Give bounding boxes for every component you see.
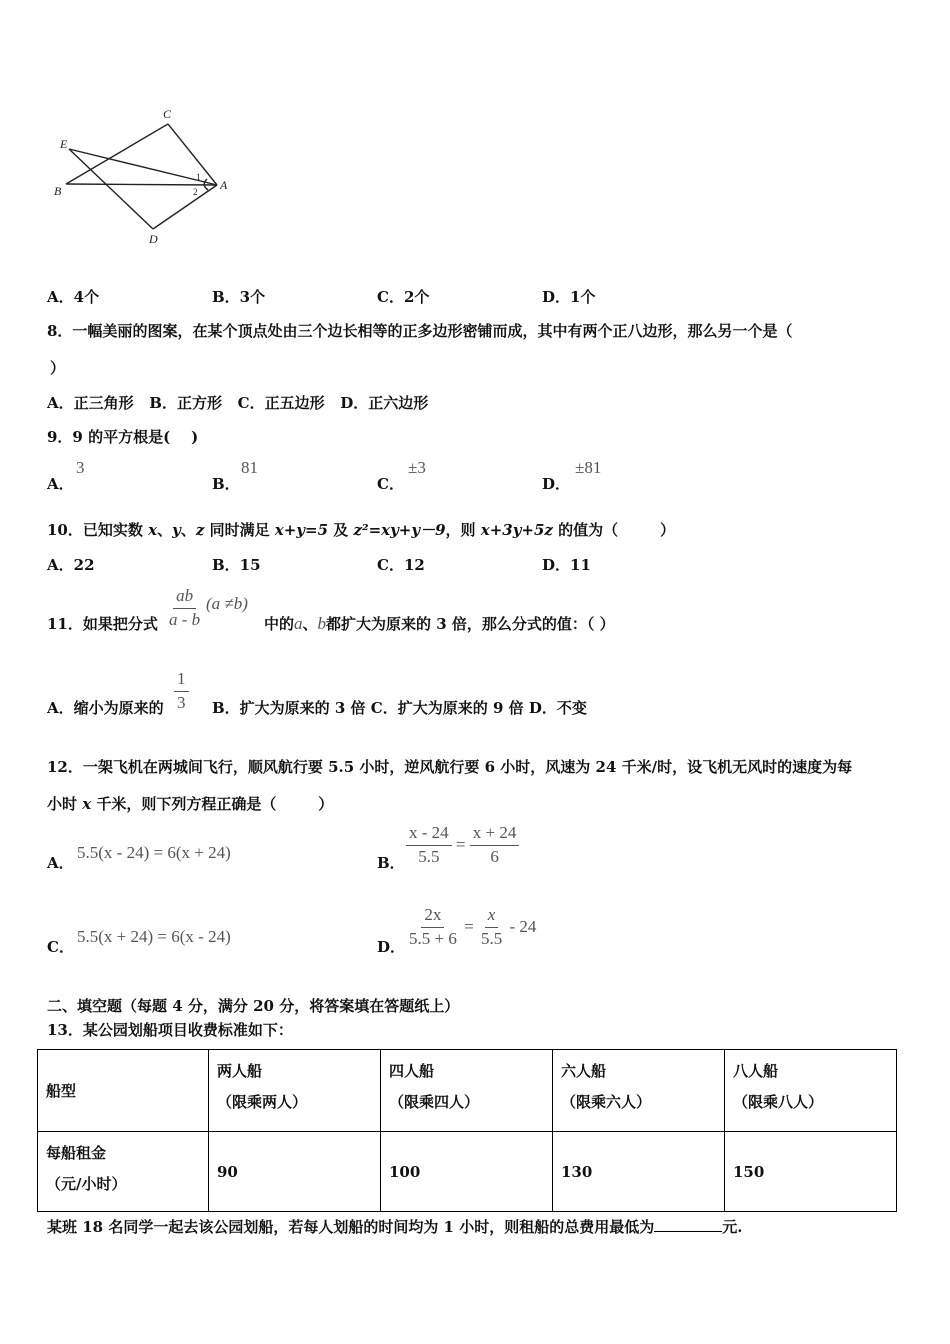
q12-option-c: 5.5(x + 24) = 6(x - 24) — [77, 927, 231, 946]
segment-CA — [168, 124, 217, 185]
q10-expr: x+3y+5z — [480, 521, 553, 539]
q12-label-c: C． — [47, 938, 74, 956]
q11-sep: 、 — [302, 615, 318, 633]
q12-stem-line1: 12．一架飞机在两城间飞行，顺风航行要 5.5 小时，逆风航行要 6 小时，风速为 24 千米/时，设飞机无风时的速度为每 — [47, 758, 853, 776]
q10-var-y: y — [172, 521, 181, 539]
q8-options: A．正三角形 B．正方形 C．正五边形 D．正六边形 — [47, 394, 429, 412]
q10-sep1: 、 — [157, 521, 173, 539]
q10-option-a: A．22 — [47, 556, 95, 574]
table-cell — [725, 1050, 897, 1132]
label-B: B — [54, 184, 62, 198]
q10-var-z: z — [195, 521, 205, 539]
q10-var-x: x — [148, 521, 158, 539]
q13-tail — [47, 1216, 742, 1237]
q12-d-lden: 5.5 + 6 — [409, 928, 457, 948]
q9-label-b: B． — [212, 475, 240, 493]
segment-EA — [69, 149, 217, 185]
q7-option-b: B．3个 — [212, 288, 266, 306]
price-cell: 90 — [217, 1162, 238, 1181]
q7-option-c: C．2个 — [377, 288, 430, 306]
rent-header-line2: （元/小时） — [46, 1175, 127, 1193]
q10-mid2: 及 — [328, 521, 354, 539]
q12-line2-pre: 小时 — [47, 795, 83, 813]
q11-option-a-fraction — [174, 670, 189, 712]
q9-value-a: 3 — [76, 458, 85, 477]
q11-suffix-line — [264, 613, 615, 634]
q7-option-a: A．4个 — [47, 288, 100, 306]
boat-note: （限乘四人） — [389, 1093, 480, 1111]
table-cell — [38, 1132, 209, 1212]
q12-b-lden: 5.5 — [418, 846, 440, 866]
q9-value-c: ±3 — [408, 458, 426, 477]
boat-name: 八人船 — [733, 1062, 779, 1080]
table-cell — [553, 1132, 725, 1212]
table-row — [38, 1132, 897, 1212]
q8-stem-line2: ） — [50, 359, 66, 377]
q12-line2-post: 千米，则下列方程正确是（ ） — [91, 795, 334, 813]
q12-b-rden: 6 — [490, 846, 499, 866]
label-A: A — [220, 178, 228, 192]
q12-option-b: $\frac{x - 24}{5.5}$ = $\frac{x + 24}{6}$ — [406, 824, 519, 866]
table-cell — [553, 1050, 725, 1132]
q10-option-c: C．12 — [377, 556, 425, 574]
q12-b-lnum: x - 24 — [406, 824, 452, 846]
q11-opta-num: 1 — [174, 670, 189, 692]
q12-option-a: 5.5(x - 24) = 6(x + 24) — [77, 843, 231, 862]
q11-opta-den: 3 — [177, 692, 186, 712]
q9-value-d: ±81 — [575, 458, 602, 477]
q9-label-d: D． — [542, 475, 571, 493]
q12-b-rnum: x + 24 — [470, 824, 520, 846]
q11-option-a: A．缩小为原来的 — [47, 699, 164, 717]
boat-note: （限乘两人） — [217, 1093, 308, 1111]
q9-label-a: A． — [47, 475, 74, 493]
price-cell: 100 — [389, 1162, 421, 1181]
q11-frac-num: ab — [173, 587, 196, 609]
q12-d-lnum: 2x — [421, 906, 444, 928]
q10-mid3: ，则 — [445, 521, 481, 539]
q12-d-rden: 5.5 — [480, 928, 503, 948]
q12-label-d: D． — [377, 938, 406, 956]
label-E: E — [60, 137, 68, 151]
q11-fraction — [166, 587, 203, 629]
q11-condition: (a ≠b) — [206, 594, 248, 613]
answer-blank[interactable] — [654, 1231, 722, 1232]
boat-note: （限乘六人） — [561, 1093, 652, 1111]
geometry-figure — [50, 100, 250, 250]
table-cell — [381, 1050, 553, 1132]
label-D: D — [149, 232, 158, 246]
q10-stem — [47, 519, 675, 540]
q10-mid1: 同时满足 — [204, 521, 275, 539]
q10-suffix: 的值为（ ） — [552, 521, 675, 539]
fee-table — [37, 1049, 897, 1212]
q8-stem-line1: 8．一幅美丽的图案，在某个顶点处由三个边长相等的正多边形密铺而成，其中有两个正八边形，那么另一个是（ — [47, 322, 793, 340]
q12-label-b: B． — [377, 854, 405, 872]
segment-BA — [66, 184, 217, 185]
q11-var-b: b — [317, 614, 327, 633]
q11-prefix: 11．如果把分式 — [47, 615, 158, 633]
segment-BC — [66, 124, 168, 184]
label-angle-1: 1 — [196, 172, 201, 182]
label-C: C — [163, 107, 172, 121]
section-title: 二、填空题（每题 4 分，满分 20 分，将答案填在答题纸上） — [47, 997, 460, 1015]
q10-option-b: B．15 — [212, 556, 261, 574]
rent-header-line1: 每船租金 — [46, 1144, 107, 1162]
boat-note: （限乘八人） — [733, 1093, 824, 1111]
q10-eq1: x+y=5 — [274, 521, 329, 539]
q13-tail-post: 元. — [722, 1218, 743, 1236]
q13-tail-pre: 某班 18 名同学一起去该公园划船，若每人划船的时间均为 1 小时，则租船的总费用最低为 — [47, 1218, 655, 1236]
q12-label-a: A． — [47, 854, 74, 872]
q7-option-d: D．1个 — [542, 288, 596, 306]
boat-type-header: 船型 — [46, 1082, 77, 1100]
price-cell: 130 — [561, 1162, 593, 1181]
price-cell: 150 — [733, 1162, 765, 1181]
segment-ED — [69, 149, 153, 229]
segment-DA — [153, 185, 217, 229]
q10-eq2: z²=xy+y－9 — [353, 521, 446, 539]
q9-value-b: 81 — [241, 458, 258, 477]
table-cell — [209, 1050, 381, 1132]
q9-label-c: C． — [377, 475, 404, 493]
table-cell — [38, 1050, 209, 1132]
label-angle-2: 2 — [193, 187, 198, 197]
q11-frac-den: a - b — [169, 609, 201, 629]
q11-mid: 中的 — [264, 615, 295, 633]
q10-option-d: D．11 — [542, 556, 591, 574]
q10-sep2: 、 — [180, 521, 196, 539]
q11-suffix: 都扩大为原来的 3 倍，那么分式的值：（ ） — [326, 615, 615, 633]
q12-d-tail: - 24 — [509, 917, 537, 937]
boat-name: 两人船 — [217, 1062, 263, 1080]
q11-var-a: a — [294, 614, 303, 633]
q12-d-rnum: x — [485, 906, 499, 928]
q10-prefix: 10．已知实数 — [47, 521, 149, 539]
q12-option-d: $\frac{2x}{5.5 + 6}$ = $\frac{x}{5.5}$ - 24 — [406, 906, 536, 948]
table-row — [38, 1050, 897, 1132]
table-cell — [381, 1132, 553, 1212]
boat-name: 六人船 — [561, 1062, 607, 1080]
q12-stem-line2 — [47, 793, 333, 814]
q13-stem: 13．某公园划船项目收费标准如下： — [47, 1021, 293, 1039]
q12-line2-x: x — [82, 795, 92, 813]
q11-options-rest: B．扩大为原来的 3 倍 C．扩大为原来的 9 倍 D．不变 — [212, 699, 587, 717]
table-cell — [209, 1132, 381, 1212]
boat-name: 四人船 — [389, 1062, 435, 1080]
table-cell — [725, 1132, 897, 1212]
q9-stem: 9．9 的平方根是( ) — [47, 428, 199, 446]
